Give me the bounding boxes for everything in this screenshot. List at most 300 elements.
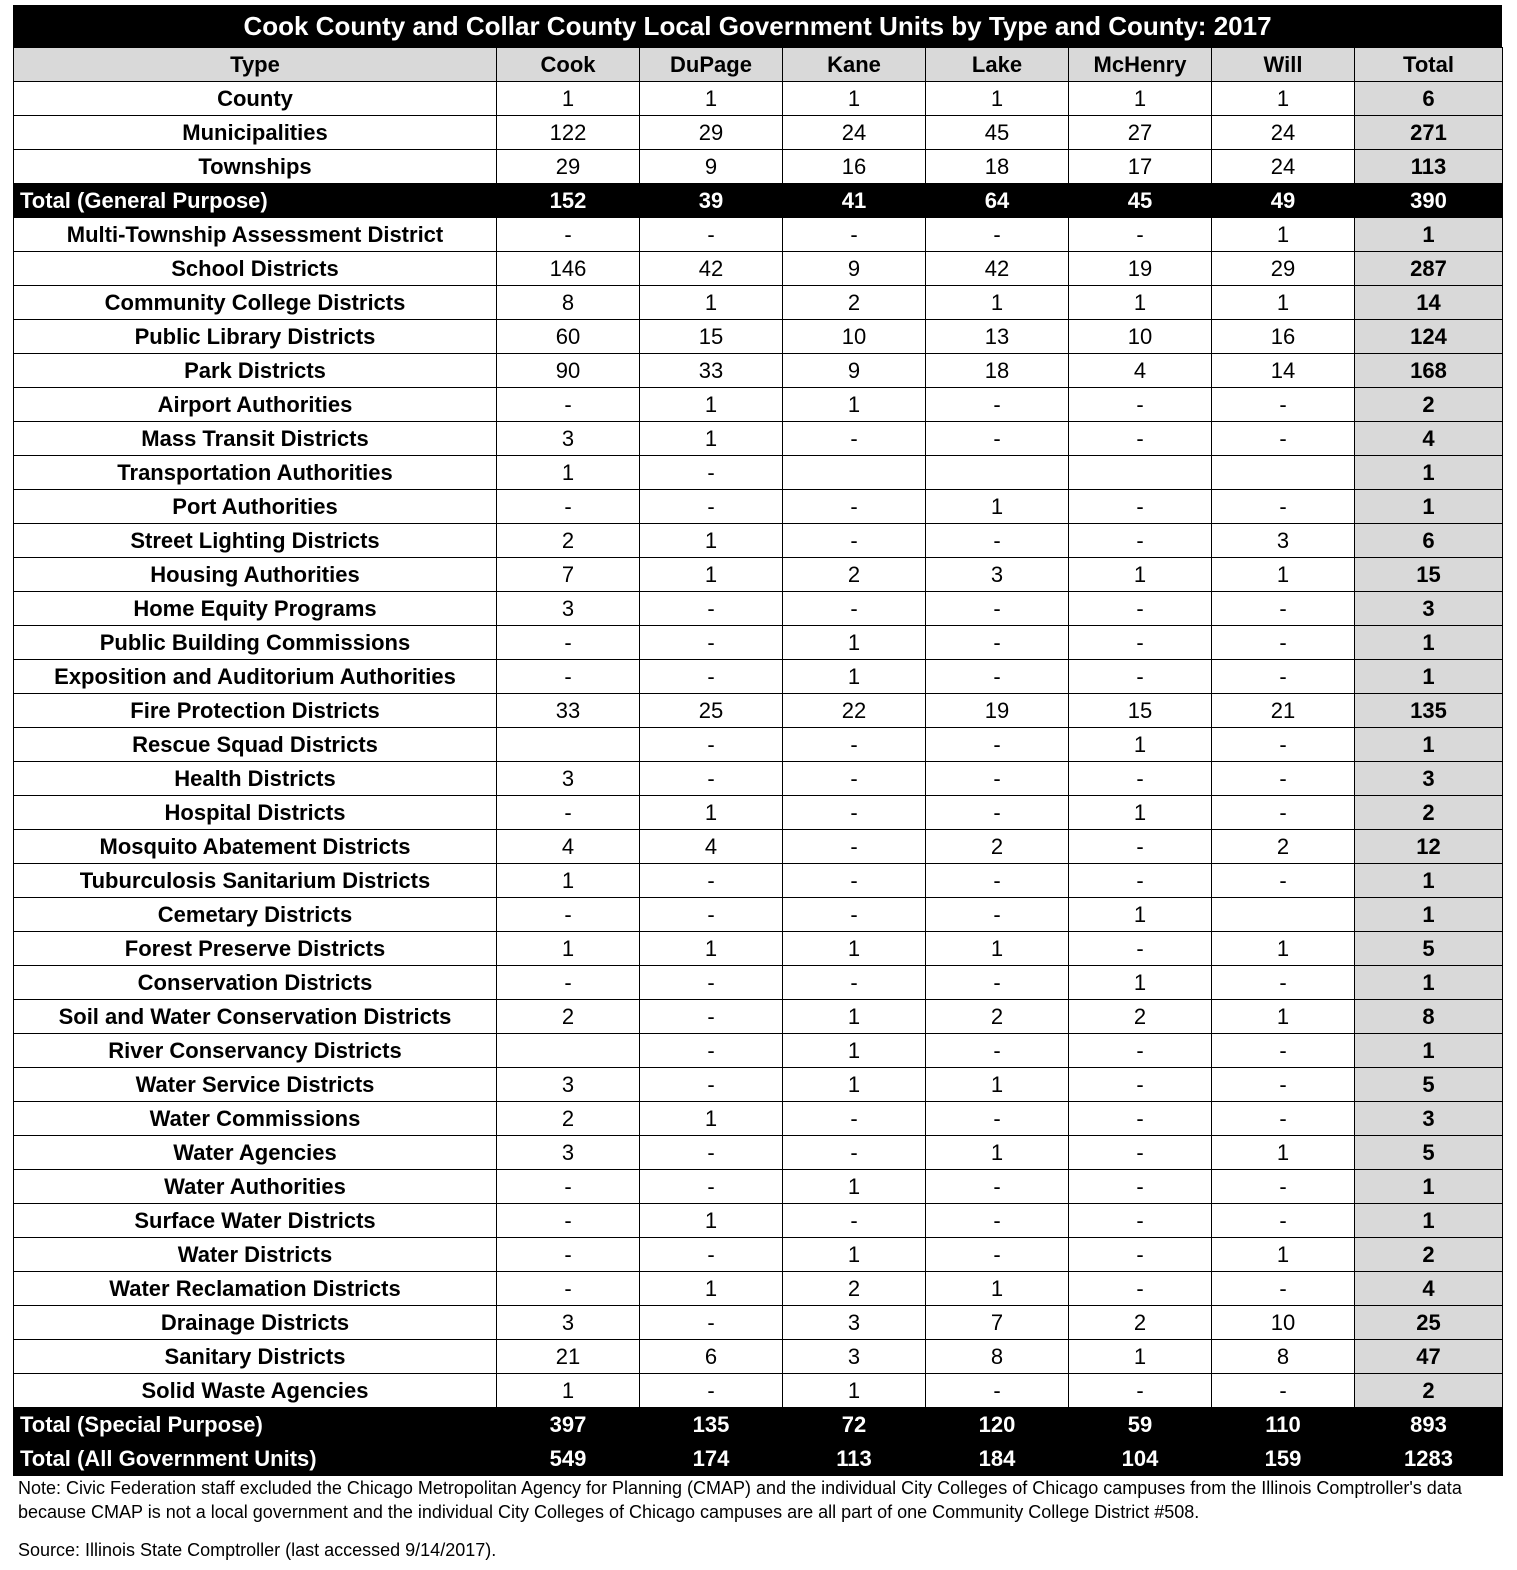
- column-header-will: Will: [1212, 48, 1355, 82]
- value-cell: 1: [1212, 558, 1355, 592]
- value-cell: -: [926, 218, 1069, 252]
- value-cell: -: [783, 830, 926, 864]
- row-type-cell: Water Agencies: [14, 1136, 497, 1170]
- value-cell: 1: [1212, 1000, 1355, 1034]
- table-row: [14, 592, 1503, 626]
- row-type-cell: Water Commissions: [14, 1102, 497, 1136]
- value-cell: 8: [497, 286, 640, 320]
- value-cell: 9: [783, 354, 926, 388]
- value-cell: 1: [783, 388, 926, 422]
- value-cell: -: [1069, 490, 1212, 524]
- value-cell: 41: [783, 184, 926, 218]
- table-row: [14, 116, 1503, 150]
- value-cell: 1: [1212, 932, 1355, 966]
- value-cell: -: [783, 218, 926, 252]
- value-cell: 152: [497, 184, 640, 218]
- value-cell: 1: [1212, 82, 1355, 116]
- value-cell: 3: [497, 592, 640, 626]
- value-cell: -: [926, 762, 1069, 796]
- value-cell: 1: [926, 490, 1069, 524]
- value-cell: 10: [783, 320, 926, 354]
- value-cell: 1: [640, 1272, 783, 1306]
- value-cell: -: [497, 218, 640, 252]
- value-cell: -: [640, 456, 783, 490]
- value-cell: 1: [783, 1238, 926, 1272]
- value-cell: -: [1069, 660, 1212, 694]
- value-cell: [497, 728, 640, 762]
- row-total-cell: 2: [1355, 1374, 1503, 1408]
- value-cell: -: [926, 422, 1069, 456]
- value-cell: -: [640, 966, 783, 1000]
- row-total-cell: 1: [1355, 1034, 1503, 1068]
- value-cell: -: [783, 524, 926, 558]
- value-cell: 1: [1069, 558, 1212, 592]
- value-cell: 1: [1069, 728, 1212, 762]
- value-cell: 8: [1212, 1340, 1355, 1374]
- subtotal-row: [14, 1408, 1503, 1442]
- value-cell: 42: [926, 252, 1069, 286]
- value-cell: -: [1212, 796, 1355, 830]
- value-cell: -: [783, 490, 926, 524]
- value-cell: -: [497, 626, 640, 660]
- value-cell: -: [1069, 388, 1212, 422]
- row-total-cell: 25: [1355, 1306, 1503, 1340]
- row-total-cell: 1: [1355, 898, 1503, 932]
- row-total-cell: 6: [1355, 524, 1503, 558]
- table-row: [14, 388, 1503, 422]
- value-cell: -: [640, 218, 783, 252]
- table-row: [14, 1306, 1503, 1340]
- value-cell: 29: [640, 116, 783, 150]
- table-row: [14, 524, 1503, 558]
- value-cell: -: [783, 592, 926, 626]
- value-cell: 25: [640, 694, 783, 728]
- value-cell: -: [926, 1170, 1069, 1204]
- row-total-cell: 3: [1355, 592, 1503, 626]
- value-cell: 1: [926, 286, 1069, 320]
- value-cell: -: [1069, 592, 1212, 626]
- table-row: [14, 218, 1503, 252]
- value-cell: -: [926, 626, 1069, 660]
- value-cell: 45: [1069, 184, 1212, 218]
- value-cell: -: [1212, 660, 1355, 694]
- value-cell: 24: [1212, 116, 1355, 150]
- value-cell: 174: [640, 1442, 783, 1476]
- column-header-type: Type: [14, 48, 497, 82]
- value-cell: 1: [640, 558, 783, 592]
- row-type-cell: County: [14, 82, 497, 116]
- value-cell: -: [1212, 592, 1355, 626]
- row-type-cell: Rescue Squad Districts: [14, 728, 497, 762]
- row-total-cell: 2: [1355, 1238, 1503, 1272]
- table-row: [14, 422, 1503, 456]
- value-cell: 1: [926, 932, 1069, 966]
- value-cell: 1: [1212, 286, 1355, 320]
- value-cell: -: [1212, 864, 1355, 898]
- value-cell: -: [640, 898, 783, 932]
- value-cell: -: [1069, 626, 1212, 660]
- value-cell: -: [926, 966, 1069, 1000]
- value-cell: -: [783, 898, 926, 932]
- value-cell: 1: [640, 524, 783, 558]
- value-cell: 4: [1069, 354, 1212, 388]
- value-cell: -: [783, 966, 926, 1000]
- table-row: [14, 1374, 1503, 1408]
- row-total-cell: 1: [1355, 864, 1503, 898]
- row-total-cell: 135: [1355, 694, 1503, 728]
- value-cell: 1: [926, 82, 1069, 116]
- value-cell: -: [1212, 762, 1355, 796]
- value-cell: 18: [926, 354, 1069, 388]
- value-cell: -: [497, 796, 640, 830]
- value-cell: -: [926, 592, 1069, 626]
- value-cell: -: [1069, 1136, 1212, 1170]
- value-cell: 3: [783, 1340, 926, 1374]
- value-cell: -: [1069, 1204, 1212, 1238]
- row-total-cell: 3: [1355, 1102, 1503, 1136]
- row-total-cell: 14: [1355, 286, 1503, 320]
- row-type-cell: Port Authorities: [14, 490, 497, 524]
- table-row: [14, 796, 1503, 830]
- value-cell: 1: [497, 456, 640, 490]
- value-cell: -: [783, 728, 926, 762]
- row-type-cell: Drainage Districts: [14, 1306, 497, 1340]
- row-type-cell: Health Districts: [14, 762, 497, 796]
- table-row: [14, 1340, 1503, 1374]
- table-row: [14, 286, 1503, 320]
- row-total-cell: 1: [1355, 728, 1503, 762]
- value-cell: 1: [497, 932, 640, 966]
- value-cell: 4: [640, 830, 783, 864]
- table-row: [14, 1034, 1503, 1068]
- value-cell: -: [1069, 864, 1212, 898]
- row-type-cell: Exposition and Auditorium Authorities: [14, 660, 497, 694]
- row-type-cell: Conservation Districts: [14, 966, 497, 1000]
- row-type-cell: School Districts: [14, 252, 497, 286]
- row-type-cell: Home Equity Programs: [14, 592, 497, 626]
- table-row: [14, 252, 1503, 286]
- value-cell: 1: [1069, 898, 1212, 932]
- value-cell: 72: [783, 1408, 926, 1442]
- value-cell: 64: [926, 184, 1069, 218]
- row-total-cell: 5: [1355, 1068, 1503, 1102]
- value-cell: -: [640, 1136, 783, 1170]
- value-cell: -: [640, 1306, 783, 1340]
- row-type-cell: Transportation Authorities: [14, 456, 497, 490]
- value-cell: 1: [640, 1102, 783, 1136]
- value-cell: 1: [497, 864, 640, 898]
- value-cell: -: [783, 864, 926, 898]
- value-cell: -: [1069, 1272, 1212, 1306]
- value-cell: 2: [1069, 1306, 1212, 1340]
- value-cell: -: [926, 1034, 1069, 1068]
- value-cell: -: [1212, 1204, 1355, 1238]
- value-cell: 1: [926, 1272, 1069, 1306]
- row-type-cell: Hospital Districts: [14, 796, 497, 830]
- table-row: [14, 456, 1503, 490]
- value-cell: [497, 1034, 640, 1068]
- value-cell: 15: [1069, 694, 1212, 728]
- value-cell: -: [926, 1204, 1069, 1238]
- row-type-cell: Public Library Districts: [14, 320, 497, 354]
- value-cell: -: [497, 1272, 640, 1306]
- value-cell: 49: [1212, 184, 1355, 218]
- value-cell: 2: [926, 1000, 1069, 1034]
- value-cell: -: [783, 1102, 926, 1136]
- row-total-cell: 287: [1355, 252, 1503, 286]
- value-cell: 122: [497, 116, 640, 150]
- value-cell: 1: [926, 1136, 1069, 1170]
- value-cell: 60: [497, 320, 640, 354]
- table-row: [14, 694, 1503, 728]
- value-cell: -: [497, 1238, 640, 1272]
- value-cell: 1: [1212, 218, 1355, 252]
- value-cell: 1: [783, 1170, 926, 1204]
- value-cell: 2: [497, 1000, 640, 1034]
- value-cell: -: [926, 728, 1069, 762]
- value-cell: -: [640, 660, 783, 694]
- value-cell: -: [1212, 728, 1355, 762]
- value-cell: 1: [783, 1034, 926, 1068]
- row-total-cell: 1: [1355, 660, 1503, 694]
- table-row: [14, 966, 1503, 1000]
- value-cell: [926, 456, 1069, 490]
- value-cell: 4: [497, 830, 640, 864]
- table-row: [14, 932, 1503, 966]
- value-cell: 33: [640, 354, 783, 388]
- table-row: [14, 320, 1503, 354]
- row-type-cell: Total (General Purpose): [14, 184, 497, 218]
- row-total-cell: 47: [1355, 1340, 1503, 1374]
- row-type-cell: Mass Transit Districts: [14, 422, 497, 456]
- value-cell: 1: [783, 626, 926, 660]
- row-type-cell: Water Service Districts: [14, 1068, 497, 1102]
- value-cell: 33: [497, 694, 640, 728]
- value-cell: 1: [1069, 966, 1212, 1000]
- value-cell: -: [1212, 1102, 1355, 1136]
- value-cell: -: [926, 1374, 1069, 1408]
- value-cell: -: [1069, 932, 1212, 966]
- table-body: [14, 82, 1503, 1476]
- row-total-cell: 15: [1355, 558, 1503, 592]
- value-cell: 24: [783, 116, 926, 150]
- value-cell: 29: [1212, 252, 1355, 286]
- row-total-cell: 113: [1355, 150, 1503, 184]
- value-cell: 1: [640, 1204, 783, 1238]
- value-cell: 22: [783, 694, 926, 728]
- value-cell: 104: [1069, 1442, 1212, 1476]
- value-cell: -: [783, 1136, 926, 1170]
- value-cell: 2: [783, 286, 926, 320]
- value-cell: 1: [1069, 82, 1212, 116]
- value-cell: 1: [1212, 1136, 1355, 1170]
- value-cell: -: [497, 966, 640, 1000]
- row-type-cell: Multi-Township Assessment District: [14, 218, 497, 252]
- value-cell: 9: [783, 252, 926, 286]
- value-cell: -: [1069, 524, 1212, 558]
- value-cell: -: [497, 898, 640, 932]
- value-cell: 90: [497, 354, 640, 388]
- value-cell: -: [640, 1238, 783, 1272]
- value-cell: -: [783, 1204, 926, 1238]
- value-cell: -: [497, 1170, 640, 1204]
- row-type-cell: Sanitary Districts: [14, 1340, 497, 1374]
- value-cell: 18: [926, 150, 1069, 184]
- value-cell: 1: [640, 932, 783, 966]
- value-cell: 19: [1069, 252, 1212, 286]
- value-cell: 59: [1069, 1408, 1212, 1442]
- value-cell: 549: [497, 1442, 640, 1476]
- value-cell: -: [926, 1238, 1069, 1272]
- value-cell: 24: [1212, 150, 1355, 184]
- value-cell: 184: [926, 1442, 1069, 1476]
- column-header-kane: Kane: [783, 48, 926, 82]
- table-row: [14, 1068, 1503, 1102]
- value-cell: 1: [783, 1068, 926, 1102]
- value-cell: 10: [1069, 320, 1212, 354]
- row-type-cell: Water Authorities: [14, 1170, 497, 1204]
- row-total-cell: 12: [1355, 830, 1503, 864]
- value-cell: -: [926, 898, 1069, 932]
- row-total-cell: 271: [1355, 116, 1503, 150]
- value-cell: 9: [640, 150, 783, 184]
- table-row: [14, 1272, 1503, 1306]
- row-total-cell: 124: [1355, 320, 1503, 354]
- value-cell: -: [640, 1000, 783, 1034]
- column-header-lake: Lake: [926, 48, 1069, 82]
- value-cell: -: [783, 762, 926, 796]
- value-cell: -: [640, 490, 783, 524]
- value-cell: 27: [1069, 116, 1212, 150]
- table-header: [14, 48, 1503, 82]
- value-cell: -: [497, 660, 640, 694]
- row-type-cell: Forest Preserve Districts: [14, 932, 497, 966]
- subtotal-row: [14, 1442, 1503, 1476]
- row-total-cell: 2: [1355, 796, 1503, 830]
- value-cell: 21: [497, 1340, 640, 1374]
- row-total-cell: 8: [1355, 1000, 1503, 1034]
- value-cell: 3: [783, 1306, 926, 1340]
- column-header-mchenry: McHenry: [1069, 48, 1212, 82]
- value-cell: -: [640, 1374, 783, 1408]
- row-type-cell: Cemetary Districts: [14, 898, 497, 932]
- value-cell: -: [1212, 1374, 1355, 1408]
- table-row: [14, 762, 1503, 796]
- value-cell: -: [926, 864, 1069, 898]
- value-cell: -: [926, 660, 1069, 694]
- row-type-cell: Total (All Government Units): [14, 1442, 497, 1476]
- row-type-cell: Tuburculosis Sanitarium Districts: [14, 864, 497, 898]
- table-row: [14, 660, 1503, 694]
- value-cell: 15: [640, 320, 783, 354]
- value-cell: 16: [1212, 320, 1355, 354]
- value-cell: 120: [926, 1408, 1069, 1442]
- value-cell: 3: [497, 762, 640, 796]
- row-type-cell: Municipalities: [14, 116, 497, 150]
- value-cell: 1: [783, 932, 926, 966]
- value-cell: 1: [1069, 1340, 1212, 1374]
- row-type-cell: Park Districts: [14, 354, 497, 388]
- value-cell: 2: [1212, 830, 1355, 864]
- value-cell: 3: [497, 1306, 640, 1340]
- note-text: Note: Civic Federation staff excluded the Chicago Metropolitan Agency for Planning (CMAP) and the individual City Colleges of Chicago campuses from the Illinois Comptroller's data because CMAP is not a local government and the individual City Colleges of Chicago campuses are all part of one Community College District #508.: [18, 1478, 1462, 1522]
- row-total-cell: 1: [1355, 966, 1503, 1000]
- row-type-cell: Community College Districts: [14, 286, 497, 320]
- value-cell: -: [640, 1034, 783, 1068]
- value-cell: -: [497, 1204, 640, 1238]
- value-cell: -: [926, 796, 1069, 830]
- value-cell: 1: [1069, 796, 1212, 830]
- row-total-cell: 1: [1355, 1204, 1503, 1238]
- row-total-cell: 4: [1355, 1272, 1503, 1306]
- value-cell: 21: [1212, 694, 1355, 728]
- table-row: [14, 1000, 1503, 1034]
- column-header-dupage: DuPage: [640, 48, 783, 82]
- row-total-cell: 1283: [1355, 1442, 1503, 1476]
- value-cell: 7: [926, 1306, 1069, 1340]
- row-total-cell: 6: [1355, 82, 1503, 116]
- table-row: [14, 830, 1503, 864]
- value-cell: 113: [783, 1442, 926, 1476]
- value-cell: 1: [783, 660, 926, 694]
- value-cell: 397: [497, 1408, 640, 1442]
- value-cell: 3: [1212, 524, 1355, 558]
- table-title: Cook County and Collar County Local Government Units by Type and County: 2017: [13, 5, 1502, 47]
- row-type-cell: Townships: [14, 150, 497, 184]
- table-row: [14, 728, 1503, 762]
- value-cell: -: [1069, 1068, 1212, 1102]
- row-total-cell: 5: [1355, 1136, 1503, 1170]
- value-cell: -: [1069, 422, 1212, 456]
- column-header-total: Total: [1355, 48, 1503, 82]
- table-row: [14, 898, 1503, 932]
- row-type-cell: Soil and Water Conservation Districts: [14, 1000, 497, 1034]
- value-cell: -: [1069, 218, 1212, 252]
- value-cell: 2: [497, 1102, 640, 1136]
- table-row: [14, 864, 1503, 898]
- row-total-cell: 2: [1355, 388, 1503, 422]
- value-cell: 1: [640, 286, 783, 320]
- value-cell: -: [783, 422, 926, 456]
- row-type-cell: Fire Protection Districts: [14, 694, 497, 728]
- row-type-cell: Total (Special Purpose): [14, 1408, 497, 1442]
- table-row: [14, 1204, 1503, 1238]
- value-cell: 110: [1212, 1408, 1355, 1442]
- row-total-cell: 168: [1355, 354, 1503, 388]
- value-cell: 1: [783, 82, 926, 116]
- value-cell: 2: [783, 1272, 926, 1306]
- value-cell: -: [1212, 490, 1355, 524]
- value-cell: -: [1069, 1034, 1212, 1068]
- row-type-cell: Airport Authorities: [14, 388, 497, 422]
- table-row: [14, 626, 1503, 660]
- row-type-cell: Housing Authorities: [14, 558, 497, 592]
- value-cell: [1212, 898, 1355, 932]
- value-cell: 1: [640, 796, 783, 830]
- value-cell: 2: [926, 830, 1069, 864]
- row-type-cell: Water Reclamation Districts: [14, 1272, 497, 1306]
- value-cell: -: [783, 796, 926, 830]
- value-cell: -: [640, 762, 783, 796]
- value-cell: 1: [640, 422, 783, 456]
- value-cell: -: [926, 1102, 1069, 1136]
- value-cell: 159: [1212, 1442, 1355, 1476]
- value-cell: -: [1212, 966, 1355, 1000]
- value-cell: -: [1212, 1272, 1355, 1306]
- value-cell: 1: [926, 1068, 1069, 1102]
- value-cell: -: [497, 490, 640, 524]
- value-cell: 19: [926, 694, 1069, 728]
